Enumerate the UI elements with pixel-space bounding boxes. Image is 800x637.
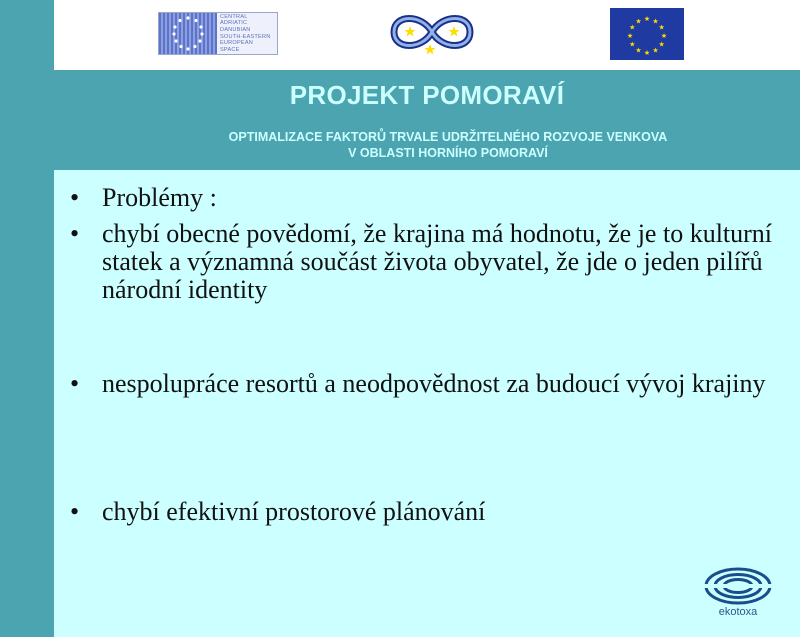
bullet-item: • chybí obecné povědomí, že krajina má hodnotu, že je to kulturní statek a významná součást života obyvatel, že jde o jeden pilířů národní identity <box>62 220 792 304</box>
svg-text:★: ★ <box>629 40 636 49</box>
svg-text:★: ★ <box>643 49 651 57</box>
bullet-item: • nespolupráce resortů a neodpovědnost za budoucí vývoj krajiny <box>62 370 792 398</box>
programme-logo-icon <box>386 6 478 58</box>
svg-text:★: ★ <box>652 46 659 55</box>
ekotoxa-label: ekotoxa <box>718 606 758 618</box>
svg-text:★: ★ <box>660 32 668 40</box>
ekotoxa-logo-icon <box>702 566 774 622</box>
svg-text:★: ★ <box>658 40 665 49</box>
subtitle-line-1: OPTIMALIZACE FAKTORŮ TRVALE UDRŽITELNÉHO ROZVOJE VENKOVA <box>228 130 668 144</box>
svg-text:★: ★ <box>626 32 634 40</box>
bullet-item: • chybí efektivní prostorové plánování <box>62 498 792 526</box>
bullet-list <box>62 184 792 526</box>
left-accent-bar <box>0 0 54 637</box>
cadses-logo-icon <box>158 12 278 55</box>
svg-text:★: ★ <box>635 17 642 26</box>
svg-text:★: ★ <box>643 15 651 23</box>
svg-text:★: ★ <box>635 46 642 55</box>
slide-title: PROJEKT POMORAVÍ <box>289 80 565 110</box>
cadses-mark <box>159 13 217 54</box>
bullet-item: • Problémy : <box>62 184 792 212</box>
svg-text:★: ★ <box>652 17 659 26</box>
svg-text:★: ★ <box>629 23 636 32</box>
subtitle-line-2: V OBLASTI HORNÍHO POMORAVÍ <box>348 146 548 160</box>
slide-subtitle <box>150 129 746 161</box>
eu-flag-icon <box>610 8 684 60</box>
svg-text:★: ★ <box>658 23 665 32</box>
cadses-logo-text: CENTRAL ADRIATIC DANUBIAN SOUTH-EASTERN EUROPEAN SPACE <box>220 13 271 53</box>
